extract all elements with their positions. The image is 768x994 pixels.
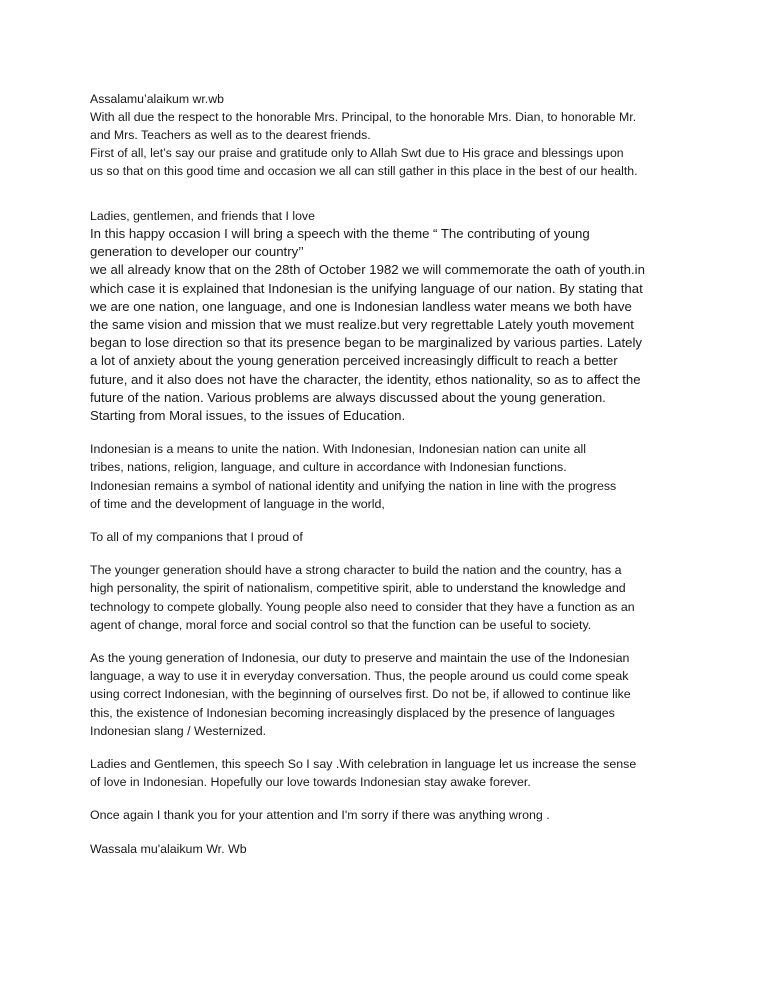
- body-line: Indonesian is a means to unite the nation. With Indonesian, Indonesian nation can unite all: [90, 442, 586, 457]
- body-line: a lot of anxiety about the young generation perceived increasingly difficult to reach a better: [90, 353, 618, 369]
- celebration-paragraph: [90, 755, 690, 791]
- body-line: Indonesian remains a symbol of national identity and unifying the nation in line with the progress: [90, 478, 617, 493]
- body-line: Ladies and Gentlemen, this speech So I say .With celebration in language let us increase the sense: [90, 757, 637, 772]
- body-line: the same vision and mission that we must realize.but very regrettable Lately youth movement: [90, 317, 634, 333]
- thanks-paragraph: [90, 806, 690, 824]
- body-line: language, a way to use it in everyday conversation. Thus, the people around us could come speak: [90, 669, 629, 684]
- body-line: agent of change, moral force and social control so that the function can be useful to society.: [90, 617, 592, 632]
- body-line: we are one nation, one language, and one is Indonesian landless water means we both have: [90, 298, 632, 314]
- body-line: To all of my companions that I proud of: [90, 530, 303, 545]
- body-line: high personality, the spirit of nationalism, competitive spirit, able to understand the knowledge and: [90, 581, 626, 596]
- closing-line: Wassala mu'alaikum Wr. Wb: [90, 841, 247, 856]
- body-line: began to lose direction so that its presence began to be marginalized by various parties. Lately: [90, 335, 643, 351]
- body-line: of love in Indonesian. Hopefully our love towards Indonesian stay awake forever.: [90, 775, 531, 790]
- greeting-paragraph: [90, 90, 690, 180]
- body-line: using correct Indonesian, with the beginning of ourselves first. Do not be, if allowed to continue like: [90, 687, 631, 702]
- unity-paragraph: [90, 440, 690, 513]
- theme-paragraph: [90, 207, 690, 425]
- body-line: tribes, nations, religion, language, and culture in accordance with Indonesian functions.: [90, 460, 567, 475]
- theme-line: generation to developer our country’’: [90, 244, 304, 260]
- salutation-line: Ladies, gentlemen, and friends that I love: [90, 209, 315, 223]
- body-line: Starting from Moral issues, to the issues of Education.: [90, 408, 406, 424]
- body-line: of time and the development of language in the world,: [90, 496, 385, 511]
- duty-paragraph: [90, 649, 690, 740]
- gratitude-line: us so that on this good time and occasion we all can still gather in this place in the best of our health.: [90, 164, 638, 178]
- closing-paragraph: [90, 840, 690, 858]
- body-line: we all already know that on the 28th of October 1982 we will commemorate the oath of youth.in: [90, 262, 645, 278]
- body-line: this, the existence of Indonesian becoming increasingly displaced by the presence of languages: [90, 705, 615, 720]
- body-line: The younger generation should have a strong character to build the nation and the country, has a: [90, 563, 622, 578]
- body-line: technology to compete globally. Young people also need to consider that they have a function as an: [90, 599, 635, 614]
- respect-line: With all due the respect to the honorable Mrs. Principal, to the honorable Mrs. Dian, to honorable Mr.: [90, 110, 637, 124]
- companions-paragraph: [90, 528, 690, 546]
- document-page: [90, 90, 690, 858]
- character-paragraph: [90, 561, 690, 634]
- body-line: future, and it also does not have the character, the identity, ethos nationality, so as to affect the: [90, 371, 641, 387]
- body-line: Indonesian slang / Westernized.: [90, 723, 267, 738]
- theme-line: In this happy occasion I will bring a speech with the theme “ The contributing of young: [90, 226, 590, 241]
- greeting-line: Assalamu’alaikum wr.wb: [90, 92, 224, 106]
- body-line: As the young generation of Indonesia, our duty to preserve and maintain the use of the Indonesian: [90, 651, 630, 666]
- gratitude-line: First of all, let’s say our praise and gratitude only to Allah Swt due to His grace and blessings upon: [90, 146, 624, 160]
- respect-line: and Mrs. Teachers as well as to the dearest friends.: [90, 128, 371, 142]
- body-line: future of the nation. Various problems are always discussed about the young generation.: [90, 389, 606, 405]
- body-line: which case it is explained that Indonesian is the unifying language of our nation. By stating that: [90, 280, 643, 296]
- body-line: Once again I thank you for your attention and I'm sorry if there was anything wrong .: [90, 808, 550, 823]
